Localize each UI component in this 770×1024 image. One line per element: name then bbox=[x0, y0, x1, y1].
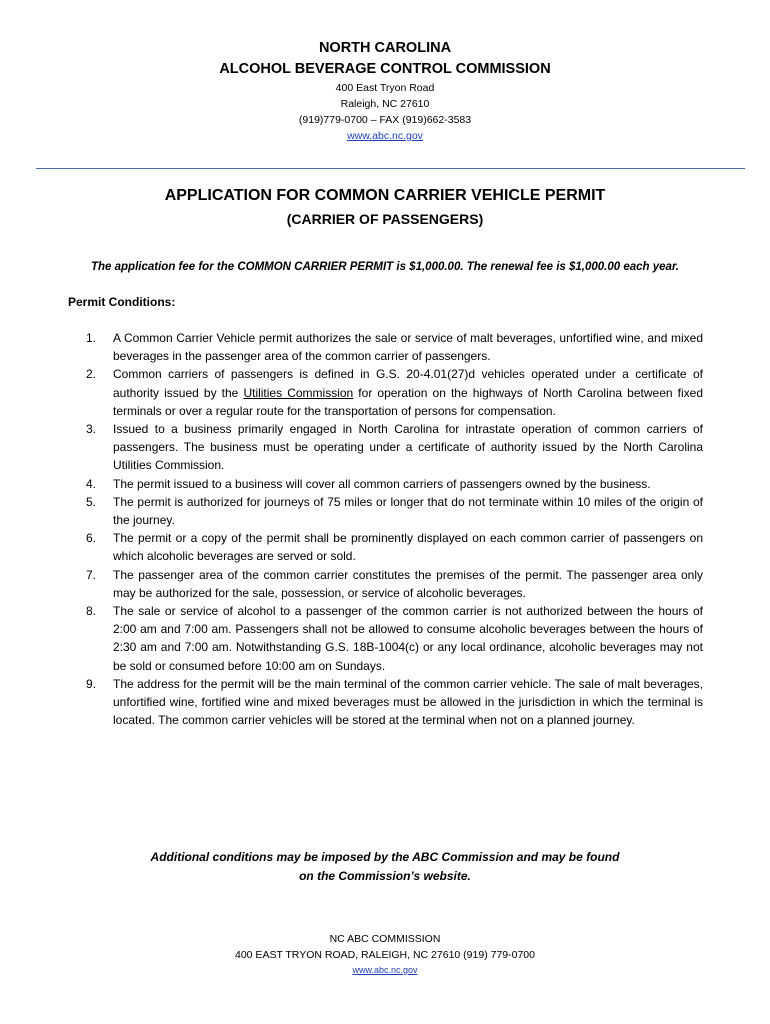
condition-text: The permit or a copy of the permit shall be prominently displayed on each common carrier of passengers on which alcoholic beverages are served or sold. bbox=[113, 531, 703, 564]
additional-note-line: Additional conditions may be imposed by the ABC Commission and may be found bbox=[150, 850, 620, 864]
utilities-commission-link[interactable]: Utilities Commission bbox=[243, 385, 354, 400]
phone-fax: (919)779-0700 – FAX (919)662-3583 bbox=[298, 114, 472, 126]
header-divider bbox=[36, 168, 745, 169]
condition-text: Common carriers of passengers is defined in G.S. 20-4.01(27)d vehicles operated under a certificate of authority issued by the bbox=[113, 367, 703, 400]
condition-text: The passenger area of the common carrier constitutes the premises of the permit. The passenger area only may be authorized for the sale, possession, or service of alcoholic beverages. bbox=[113, 567, 703, 600]
condition-item: 4. The permit issued to a business will cover all common carriers of passengers owned by the business. bbox=[86, 476, 651, 491]
condition-text: for operation on the highways of North Carolina between fixed terminals or over a regular route for the transportation of persons for compensation. bbox=[113, 385, 703, 418]
condition-text: A Common Carrier Vehicle permit authorizes the sale or service of malt beverages, unfortified wine, and mixed beverages in the passenger area of the common carrier of passengers. bbox=[113, 331, 703, 364]
footer-website-link[interactable]: www.abc.nc.gov bbox=[352, 965, 418, 975]
condition-text: The permit is authorized for journeys of 75 miles or longer that do not terminate within 10 miles of the origin of the journey. bbox=[113, 494, 703, 528]
city-address: Raleigh, NC 27610 bbox=[340, 98, 430, 110]
fee-note: The application fee for the COMMON CARRIER PERMIT is $1,000.00. The renewal fee is $1,000.00 each year. bbox=[91, 261, 679, 273]
additional-conditions-note bbox=[130, 848, 640, 886]
header-website-link[interactable]: www.abc.nc.gov bbox=[347, 130, 423, 142]
condition-item: 5. The permit is authorized for journeys of 75 miles or longer that do not terminate within 10 miles of the origin of the journey. bbox=[86, 494, 703, 528]
condition-text: The permit issued to a business will cover all common carriers of passengers owned by the business. bbox=[113, 476, 651, 491]
condition-item: 3. Issued to a business primarily engaged in North Carolina for intrastate operation of common carriers of passengers. The business must be operating under a certificate of authority issued by the North Carolina Utilities Commission. bbox=[86, 422, 703, 473]
letterhead bbox=[0, 38, 770, 144]
page-title: APPLICATION FOR COMMON CARRIER VEHICLE PERMIT bbox=[164, 187, 606, 204]
page-subtitle: (CARRIER OF PASSENGERS) bbox=[286, 211, 484, 227]
additional-note-line: on the Commission’s website. bbox=[299, 869, 471, 883]
street-address: 400 East Tryon Road bbox=[335, 82, 435, 94]
condition-item: 7. The passenger area of the common carrier constitutes the premises of the permit. The passenger area only may be authorized for the sale, possession, or service of alcoholic beverages. bbox=[86, 567, 703, 600]
conditions-heading: Permit Conditions: bbox=[68, 295, 176, 309]
footer-address: 400 EAST TRYON ROAD, RALEIGH, NC 27610 (919) 779-0700 bbox=[235, 949, 535, 961]
condition-item: 6. The permit or a copy of the permit shall be prominently displayed on each common carrier of passengers on which alcoholic beverages are served or sold. bbox=[86, 531, 703, 564]
footer-name: NC ABC COMMISSION bbox=[329, 933, 441, 945]
state-name: NORTH CAROLINA bbox=[318, 40, 452, 56]
condition-item: 1. A Common Carrier Vehicle permit authorizes the sale or service of malt beverages, unfortified wine, and mixed beverages in the passenger area of the common carrier of passengers. bbox=[86, 331, 703, 364]
condition-item: 2. Common carriers of passengers is defined in G.S. 20-4.01(27)d vehicles operated under a certificate of authority issued by the Utilities Commission for operation on the highways of North Carolina between fixed terminals or over a regular route for the transportation of persons for compensation. bbox=[86, 367, 703, 418]
agency-name: ALCOHOL BEVERAGE CONTROL COMMISSION bbox=[219, 61, 551, 77]
page-footer bbox=[0, 931, 770, 977]
condition-text: The address for the permit will be the main terminal of the common carrier vehicle. The sale of malt beverages, unfortified wine, fortified wine and mixed beverages must be allowed in the jurisdiction in which the terminal is located. The common carrier vehicles will be stored at the terminal when not on a planned journey. bbox=[113, 676, 703, 728]
condition-item: 9. The address for the permit will be the main terminal of the common carrier vehicle. The sale of malt beverages, unfortified wine, fortified wine and mixed beverages must be allowed in the jurisdiction in which the terminal is located. The common carrier vehicles will be stored at the terminal when not on a planned journey. bbox=[86, 676, 703, 728]
condition-item: 8. The sale or service of alcohol to a passenger of the common carrier is not authorized between the hours of 2:00 am and 7:00 am. Passengers shall not be allowed to consume alcoholic beverages between the hours of 2:30 am and 7:00 am. Notwithstanding G.S. 18B-1004(c) or any local ordinance, alcoholic beverages may not be sold or consumed before 10:00 am on Sundays. bbox=[86, 604, 703, 673]
condition-text: Issued to a business primarily engaged in North Carolina for intrastate operation of common carriers of passengers. The business must be operating under a certificate of authority issued by the North Carolina Utilities Commission. bbox=[113, 422, 703, 473]
conditions-list bbox=[86, 329, 703, 729]
condition-text: The sale or service of alcohol to a passenger of the common carrier is not authorized between the hours of 2:00 am and 7:00 am. Passengers shall not be allowed to consume alcoholic beverages between the hours of 2:30 am and 7:00 am. Notwithstanding G.S. 18B-1004(c) or any local ordinance, alcoholic beverages may not be sold or consumed before 10:00 am on Sundays. bbox=[113, 604, 703, 673]
